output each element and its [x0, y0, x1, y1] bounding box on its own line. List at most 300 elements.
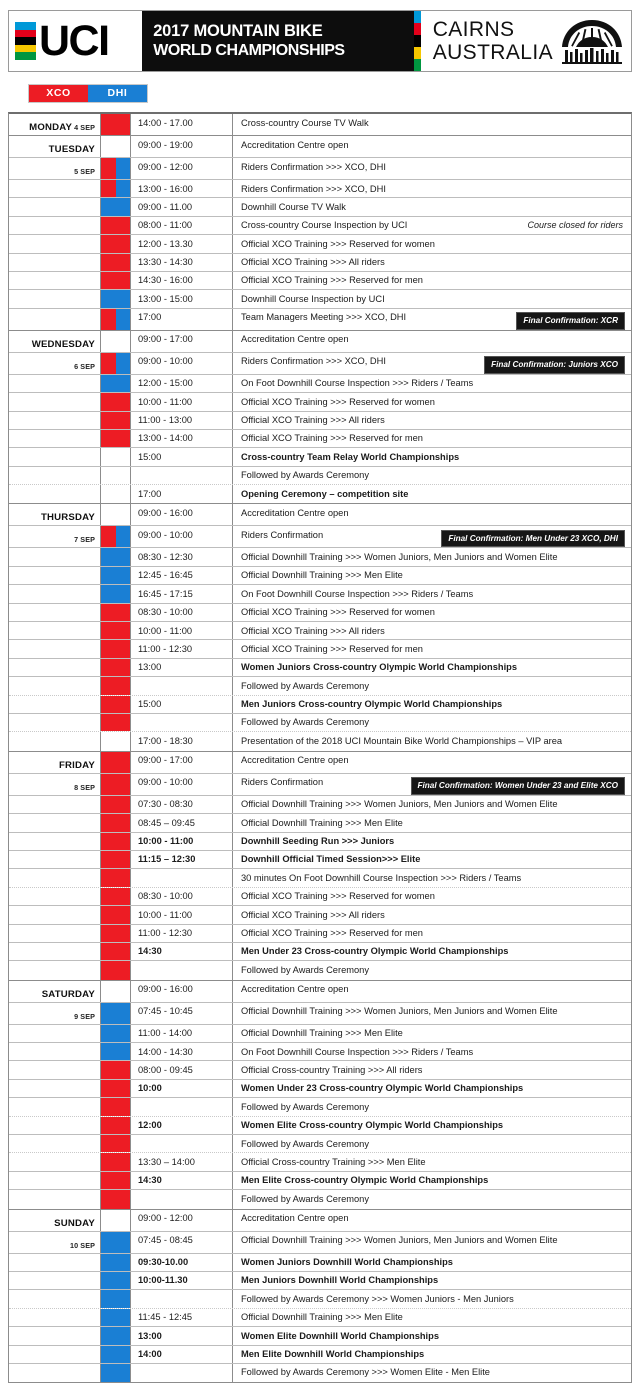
dhi-swatch — [101, 1327, 130, 1344]
schedule-day-group — [9, 331, 631, 505]
discipline-color-cell — [101, 1254, 131, 1271]
day-cell — [9, 696, 101, 713]
description-cell — [233, 1025, 631, 1042]
time-cell: 11:00 - 12:30 — [131, 640, 233, 657]
xco-swatch — [101, 774, 130, 795]
day-cell — [9, 504, 101, 525]
no-discipline-swatch — [101, 732, 130, 750]
schedule-row — [9, 925, 631, 943]
event-title-line2: WORLD CHAMPIONSHIPS — [153, 42, 345, 59]
description-cell — [233, 604, 631, 621]
time-cell: 10:00 — [131, 1080, 233, 1097]
day-cell — [9, 331, 101, 352]
schedule-row — [9, 448, 631, 466]
time-cell: 08:30 - 10:00 — [131, 888, 233, 905]
schedule-row — [9, 567, 631, 585]
day-cell — [9, 659, 101, 676]
discipline-color-cell — [101, 774, 131, 795]
time-cell: 08:30 - 12:30 — [131, 548, 233, 565]
schedule-page — [0, 10, 640, 1383]
dhi-swatch — [101, 1043, 130, 1060]
activity-label: Women Juniors Cross-country Olympic World Championships — [241, 662, 518, 673]
description-cell — [233, 714, 631, 731]
activity-label: Followed by Awards Ceremony >>> Women Juniors - Men Juniors — [241, 1293, 514, 1304]
schedule-row — [9, 217, 631, 235]
description-cell — [233, 217, 631, 234]
schedule-row — [9, 467, 631, 485]
xco-swatch — [101, 254, 130, 271]
dhi-swatch — [101, 1254, 130, 1271]
activity-label: Official Downhill Training >>> Men Elite — [241, 1312, 403, 1323]
dhi-swatch — [101, 1025, 130, 1042]
day-name: MONDAY — [29, 122, 73, 133]
schedule-row — [9, 869, 631, 887]
description-cell — [233, 732, 631, 750]
description-cell — [233, 1290, 631, 1307]
xco-swatch — [101, 696, 130, 713]
description-cell — [233, 198, 631, 215]
discipline-color-cell — [101, 180, 131, 197]
activity-label: Official Downhill Training >>> Men Elite — [241, 570, 403, 581]
day-cell — [9, 309, 101, 330]
activity-label: Official XCO Training >>> Reserved for men — [241, 928, 423, 938]
activity-label: Official XCO Training >>> All riders — [241, 257, 385, 268]
description-cell — [233, 430, 631, 447]
time-cell: 08:00 - 09:45 — [131, 1061, 233, 1078]
description-cell — [233, 833, 631, 850]
description-cell — [233, 272, 631, 289]
day-cell — [9, 833, 101, 850]
description-cell — [233, 1172, 631, 1189]
time-cell — [131, 467, 233, 484]
activity-label: Official Downhill Training >>> Women Juniors, Men Juniors and Women Elite — [241, 551, 558, 562]
discipline-color-cell — [101, 567, 131, 584]
day-cell — [9, 1290, 101, 1307]
day-cell — [9, 290, 101, 307]
activity-label: 30 minutes On Foot Downhill Course Inspection >>> Riders / Teams — [241, 872, 522, 883]
schedule-row — [9, 198, 631, 216]
no-discipline-swatch — [101, 504, 130, 525]
day-cell — [9, 353, 101, 374]
discipline-color-cell — [101, 888, 131, 905]
dhi-swatch — [101, 1272, 130, 1289]
day-cell — [9, 485, 101, 503]
day-cell — [9, 1272, 101, 1289]
discipline-color-cell — [101, 198, 131, 215]
dhi-swatch — [101, 290, 130, 307]
description-cell — [233, 526, 631, 547]
time-cell: 08:30 - 10:00 — [131, 604, 233, 621]
description-cell — [233, 943, 631, 960]
activity-label: Riders Confirmation — [241, 529, 324, 540]
schedule-row — [9, 888, 631, 906]
day-cell — [9, 448, 101, 465]
description-cell — [233, 309, 631, 330]
activity-label: Women Elite Downhill World Championships — [241, 1330, 439, 1341]
day-cell — [9, 1061, 101, 1078]
discipline-color-cell — [101, 604, 131, 621]
day-cell — [9, 548, 101, 565]
activity-label: Followed by Awards Ceremony — [241, 1101, 369, 1112]
description-cell — [233, 981, 631, 1002]
description-cell — [233, 659, 631, 676]
day-cell — [9, 1003, 101, 1024]
xco-swatch — [101, 235, 130, 252]
xco-swatch — [101, 1117, 130, 1134]
uci-logo — [9, 11, 142, 71]
legend-xco[interactable]: XCO — [29, 85, 88, 102]
schedule-row — [9, 114, 631, 135]
schedule-row — [9, 1210, 631, 1232]
dhi-swatch — [101, 548, 130, 565]
final-confirmation-badge: Final Confirmation: Juniors XCO — [484, 356, 625, 374]
time-cell — [131, 1290, 233, 1307]
xco-swatch — [101, 1190, 130, 1208]
final-confirmation-badge: Final Confirmation: Women Under 23 and Elite XCO — [411, 777, 625, 795]
day-cell — [9, 752, 101, 773]
dhi-swatch — [101, 1346, 130, 1363]
day-cell — [9, 814, 101, 831]
day-cell — [9, 567, 101, 584]
schedule-row — [9, 585, 631, 603]
day-date: 5 SEP — [74, 167, 95, 176]
schedule-row — [9, 1098, 631, 1116]
day-cell — [9, 1254, 101, 1271]
xco-swatch — [101, 961, 130, 979]
discipline-color-cell — [101, 961, 131, 979]
day-cell — [9, 943, 101, 960]
time-cell: 09:00 - 19:00 — [131, 136, 233, 157]
day-cell — [9, 774, 101, 795]
day-date: 7 SEP — [74, 535, 95, 545]
discipline-color-cell — [101, 732, 131, 750]
day-cell — [9, 714, 101, 731]
time-cell: 14:00 - 14:30 — [131, 1043, 233, 1060]
schedule-row — [9, 1309, 631, 1327]
legend-dhi[interactable]: DHI — [88, 85, 147, 102]
time-cell: 09:00 - 17:00 — [131, 752, 233, 773]
time-cell: 13:30 - 14:30 — [131, 254, 233, 271]
description-cell — [233, 1346, 631, 1363]
time-cell: 09:00 - 12:00 — [131, 1210, 233, 1231]
day-cell — [9, 467, 101, 484]
description-cell — [233, 961, 631, 979]
activity-label: Official XCO Training >>> All riders — [241, 909, 385, 920]
discipline-color-cell — [101, 796, 131, 813]
activity-label: Opening Ceremony – competition site — [241, 488, 409, 499]
discipline-color-cell — [101, 254, 131, 271]
description-cell — [233, 1327, 631, 1344]
no-discipline-swatch — [101, 331, 130, 352]
schedule-row — [9, 814, 631, 832]
final-confirmation-badge: Final Confirmation: Men Under 23 XCO, DHI — [441, 530, 625, 548]
schedule-day-group — [9, 114, 631, 136]
time-cell: 09:00 - 11.00 — [131, 198, 233, 215]
time-cell — [131, 869, 233, 886]
schedule-row — [9, 640, 631, 658]
description-cell — [233, 114, 631, 135]
schedule-row — [9, 851, 631, 869]
discipline-color-cell — [101, 1327, 131, 1344]
schedule-row — [9, 1061, 631, 1079]
activity-label: Men Under 23 Cross-country Olympic World Championships — [241, 946, 509, 957]
schedule-row — [9, 1135, 631, 1153]
time-cell: 09:00 - 12:00 — [131, 158, 233, 179]
description-cell — [233, 640, 631, 657]
dhi-swatch — [101, 1003, 130, 1024]
activity-label: Riders Confirmation >>> XCO, DHI — [241, 356, 386, 367]
description-cell — [233, 375, 631, 392]
day-cell — [9, 906, 101, 923]
time-cell: 14:30 — [131, 1172, 233, 1189]
description-cell — [233, 254, 631, 271]
time-cell: 09:00 - 10:00 — [131, 353, 233, 374]
discipline-color-cell — [101, 309, 131, 330]
description-cell — [233, 925, 631, 942]
description-cell — [233, 1254, 631, 1271]
activity-label: Official XCO Training >>> Reserved for women — [241, 396, 435, 407]
xco-swatch — [101, 677, 130, 694]
discipline-color-cell — [101, 548, 131, 565]
time-cell: 08:45 – 09:45 — [131, 814, 233, 831]
xco-swatch — [101, 622, 130, 639]
description-cell — [233, 1364, 631, 1382]
schedule-row — [9, 1080, 631, 1098]
discipline-color-cell — [101, 412, 131, 429]
activity-label: Cross-country Team Relay World Championships — [241, 451, 460, 462]
activity-label: On Foot Downhill Course Inspection >>> Riders / Teams — [241, 1046, 474, 1057]
dhi-swatch — [101, 1232, 130, 1253]
schedule-row — [9, 1232, 631, 1254]
time-cell: 12:00 - 13.30 — [131, 235, 233, 252]
description-cell — [233, 136, 631, 157]
xco-swatch — [101, 309, 116, 330]
day-cell — [9, 1346, 101, 1363]
xco-swatch — [101, 925, 130, 942]
cairns-event-logo-icon — [553, 11, 631, 71]
schedule-row — [9, 943, 631, 961]
discipline-color-cell — [101, 814, 131, 831]
activity-label: Official XCO Training >>> Reserved for women — [241, 238, 435, 249]
description-cell — [233, 412, 631, 429]
discipline-color-cell — [101, 1309, 131, 1326]
description-cell — [233, 353, 631, 374]
schedule-row — [9, 1003, 631, 1025]
time-cell: 09:00 - 17:00 — [131, 331, 233, 352]
time-cell: 14:30 - 16:00 — [131, 272, 233, 289]
activity-label: Women Juniors Downhill World Championships — [241, 1257, 453, 1268]
schedule-row — [9, 526, 631, 548]
activity-label: Downhill Seeding Run >>> Juniors — [241, 836, 395, 847]
schedule-row — [9, 696, 631, 714]
activity-label: Team Managers Meeting >>> XCO, DHI — [241, 312, 407, 323]
discipline-color-cell — [101, 485, 131, 503]
day-date: 6 SEP — [74, 361, 95, 371]
discipline-color-cell — [101, 943, 131, 960]
event-banner — [8, 10, 632, 72]
description-cell — [233, 158, 631, 179]
schedule-row — [9, 604, 631, 622]
schedule-day-group — [9, 981, 631, 1210]
time-cell: 07:45 - 08:45 — [131, 1232, 233, 1253]
no-discipline-swatch — [101, 136, 130, 157]
xco-swatch — [101, 1061, 130, 1078]
description-cell — [233, 1061, 631, 1078]
dhi-swatch — [101, 585, 130, 602]
day-date: 8 SEP — [74, 782, 95, 792]
day-cell — [9, 1117, 101, 1134]
description-cell — [233, 622, 631, 639]
schedule-row — [9, 752, 631, 774]
xco-swatch — [101, 888, 130, 905]
discipline-color-cell — [101, 696, 131, 713]
schedule-row — [9, 1153, 631, 1171]
time-cell: 09:00 - 16:00 — [131, 981, 233, 1002]
discipline-color-cell — [101, 1003, 131, 1024]
discipline-color-cell — [101, 1135, 131, 1152]
xco-swatch — [101, 412, 130, 429]
description-cell — [233, 1003, 631, 1024]
xco-swatch — [101, 114, 130, 135]
description-cell — [233, 814, 631, 831]
discipline-color-cell — [101, 585, 131, 602]
xco-swatch — [101, 526, 116, 547]
xco-swatch — [101, 796, 130, 813]
schedule-row — [9, 504, 631, 526]
day-cell — [9, 888, 101, 905]
discipline-color-cell — [101, 1061, 131, 1078]
description-cell — [233, 331, 631, 352]
time-cell: 09:00 - 10:00 — [131, 774, 233, 795]
time-cell: 09:30-10.00 — [131, 1254, 233, 1271]
discipline-color-cell — [101, 158, 131, 179]
xco-swatch — [101, 353, 116, 374]
time-cell: 17:00 — [131, 309, 233, 330]
time-cell: 09:00 - 16:00 — [131, 504, 233, 525]
description-cell — [233, 548, 631, 565]
schedule-row — [9, 1025, 631, 1043]
description-cell — [233, 485, 631, 503]
description-cell — [233, 467, 631, 484]
time-cell: 11:00 - 13:00 — [131, 412, 233, 429]
schedule-row — [9, 906, 631, 924]
time-cell: 13:00 - 14:00 — [131, 430, 233, 447]
description-cell — [233, 851, 631, 868]
discipline-color-cell — [101, 1043, 131, 1060]
schedule-day-group — [9, 1210, 631, 1383]
discipline-color-cell — [101, 1098, 131, 1115]
time-cell: 15:00 — [131, 448, 233, 465]
discipline-color-cell — [101, 136, 131, 157]
description-cell — [233, 1272, 631, 1289]
event-title-line1: 2017 MOUNTAIN BIKE — [153, 22, 323, 40]
activity-label: Presentation of the 2018 UCI Mountain Bike World Championships – VIP area — [241, 735, 563, 746]
activity-label: Riders Confirmation >>> XCO, DHI — [241, 183, 386, 194]
schedule-row — [9, 235, 631, 253]
activity-label: Official Cross-country Training >>> Men Elite — [241, 1156, 426, 1167]
xco-swatch — [101, 272, 130, 289]
description-cell — [233, 567, 631, 584]
final-confirmation-badge: Final Confirmation: XCR — [516, 312, 625, 330]
day-date: 10 SEP — [70, 1240, 95, 1250]
day-cell — [9, 1043, 101, 1060]
description-cell — [233, 1210, 631, 1231]
discipline-color-cell — [101, 1232, 131, 1253]
day-cell — [9, 180, 101, 197]
time-cell: 12:45 - 16:45 — [131, 567, 233, 584]
time-cell: 13:00 - 15:00 — [131, 290, 233, 307]
description-cell — [233, 1153, 631, 1170]
no-discipline-swatch — [101, 448, 130, 465]
activity-label: Official XCO Training >>> Reserved for women — [241, 891, 435, 902]
discipline-color-cell — [101, 659, 131, 676]
dhi-swatch — [116, 158, 131, 179]
description-cell — [233, 774, 631, 795]
activity-label: Followed by Awards Ceremony — [241, 964, 369, 975]
host-country-name: AUSTRALIA — [432, 41, 553, 64]
day-name: TUESDAY — [48, 144, 95, 155]
time-cell: 11:00 - 14:00 — [131, 1025, 233, 1042]
dhi-swatch — [101, 375, 130, 392]
discipline-color-cell — [101, 1364, 131, 1382]
schedule-row — [9, 548, 631, 566]
discipline-color-cell — [101, 906, 131, 923]
day-cell — [9, 393, 101, 410]
discipline-color-cell — [101, 714, 131, 731]
dhi-swatch — [101, 198, 130, 215]
day-cell — [9, 254, 101, 271]
day-cell — [9, 526, 101, 547]
day-cell — [9, 1309, 101, 1326]
xco-swatch — [101, 1172, 130, 1189]
discipline-color-cell — [101, 869, 131, 886]
day-cell — [9, 430, 101, 447]
dhi-swatch — [101, 1290, 130, 1307]
activity-label: Official Downhill Training >>> Men Elite — [241, 817, 403, 828]
xco-swatch — [101, 1153, 130, 1170]
uci-wordmark: UCI — [39, 17, 109, 65]
day-cell — [9, 1210, 101, 1231]
schedule-row — [9, 1190, 631, 1208]
description-cell — [233, 869, 631, 886]
activity-label: Official Downhill Training >>> Women Juniors, Men Juniors and Women Elite — [241, 799, 558, 810]
time-cell: 11:15 – 12:30 — [131, 851, 233, 868]
dhi-swatch — [116, 526, 131, 547]
dhi-swatch — [116, 180, 131, 197]
day-cell — [9, 1135, 101, 1152]
xco-swatch — [101, 217, 130, 234]
xco-swatch — [101, 814, 130, 831]
time-cell — [131, 1098, 233, 1115]
description-cell — [233, 504, 631, 525]
time-cell — [131, 714, 233, 731]
time-cell: 14:30 — [131, 943, 233, 960]
time-cell: 07:30 - 08:30 — [131, 796, 233, 813]
schedule-day-group — [9, 752, 631, 981]
time-cell — [131, 677, 233, 694]
description-cell — [233, 696, 631, 713]
time-cell — [131, 1190, 233, 1208]
day-cell — [9, 198, 101, 215]
schedule-day-group — [9, 504, 631, 751]
day-cell — [9, 585, 101, 602]
activity-label: Riders Confirmation >>> XCO, DHI — [241, 161, 386, 172]
discipline-color-cell — [101, 114, 131, 135]
discipline-color-cell — [101, 1153, 131, 1170]
discipline-color-cell — [101, 448, 131, 465]
time-cell — [131, 1135, 233, 1152]
dhi-swatch — [101, 1309, 130, 1326]
